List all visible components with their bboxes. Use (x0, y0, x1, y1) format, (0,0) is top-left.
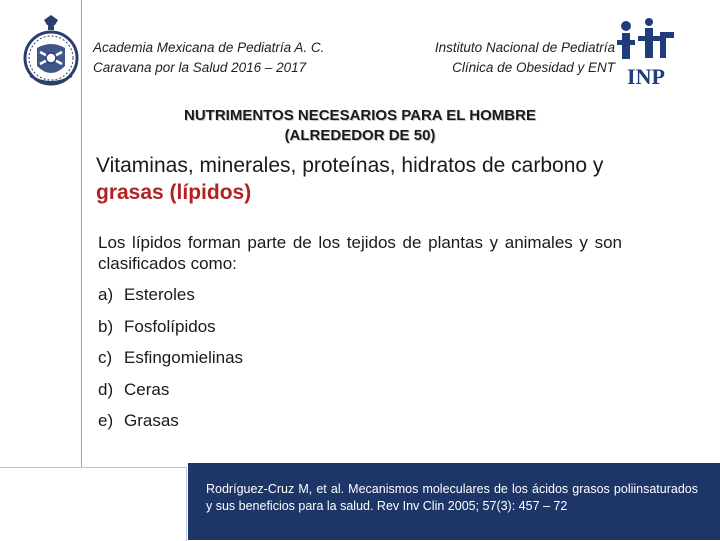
subtitle-highlight: grasas (lípidos) (96, 181, 252, 204)
list-item-label: Esteroles (124, 285, 195, 304)
header-institution-right (380, 38, 615, 78)
list-item-label: Ceras (124, 380, 170, 399)
title-line-1: NUTRIMENTOS NECESARIOS PARA EL HOMBRE (184, 107, 536, 124)
list-item (98, 284, 195, 306)
academia-seal-logo (22, 14, 80, 90)
list-item (98, 316, 216, 338)
left-divider-line (81, 0, 82, 540)
list-item-label: Esfingomielinas (124, 348, 244, 367)
list-marker: d) (98, 380, 114, 399)
list-marker: b) (98, 317, 114, 336)
list-item (98, 410, 179, 432)
title-line-2: (ALREDEDOR DE 50) (284, 127, 436, 144)
list-marker: c) (98, 348, 113, 367)
program-name: Caravana por la Salud 2016 – 2017 (93, 60, 307, 75)
header-institution-left (93, 38, 383, 78)
list-marker: e) (98, 411, 114, 430)
academia-name: Academia Mexicana de Pediatría A. C. (93, 40, 325, 55)
footer-left-box (0, 467, 187, 541)
inp-logo-text: INP (627, 64, 665, 89)
subtitle-text: Vitaminas, minerales, proteínas, hidratos de carbono y (96, 154, 604, 177)
citation-text: Rodríguez-Cruz M, et al. Mecanismos moleculares de los ácidos grasos poliinsaturados y sus beneficios para la salud. Rev Inv Clin 2005; 57(3): 457 – 72 (206, 482, 698, 513)
list-item (98, 347, 243, 369)
list-item (98, 379, 169, 401)
clinic-name: Clínica de Obesidad y ENT (452, 60, 615, 75)
list-marker: a) (98, 285, 114, 304)
inp-logo (616, 18, 676, 90)
slide-title (130, 106, 590, 146)
institute-name: Instituto Nacional de Pediatría (434, 40, 615, 55)
slide-subtitle (96, 152, 656, 206)
intro-paragraph: Los lípidos forman parte de los tejidos de plantas y animales y son clasificados como: (98, 233, 622, 273)
list-item-label: Fosfolípidos (124, 317, 216, 336)
list-item-label: Grasas (124, 411, 179, 430)
